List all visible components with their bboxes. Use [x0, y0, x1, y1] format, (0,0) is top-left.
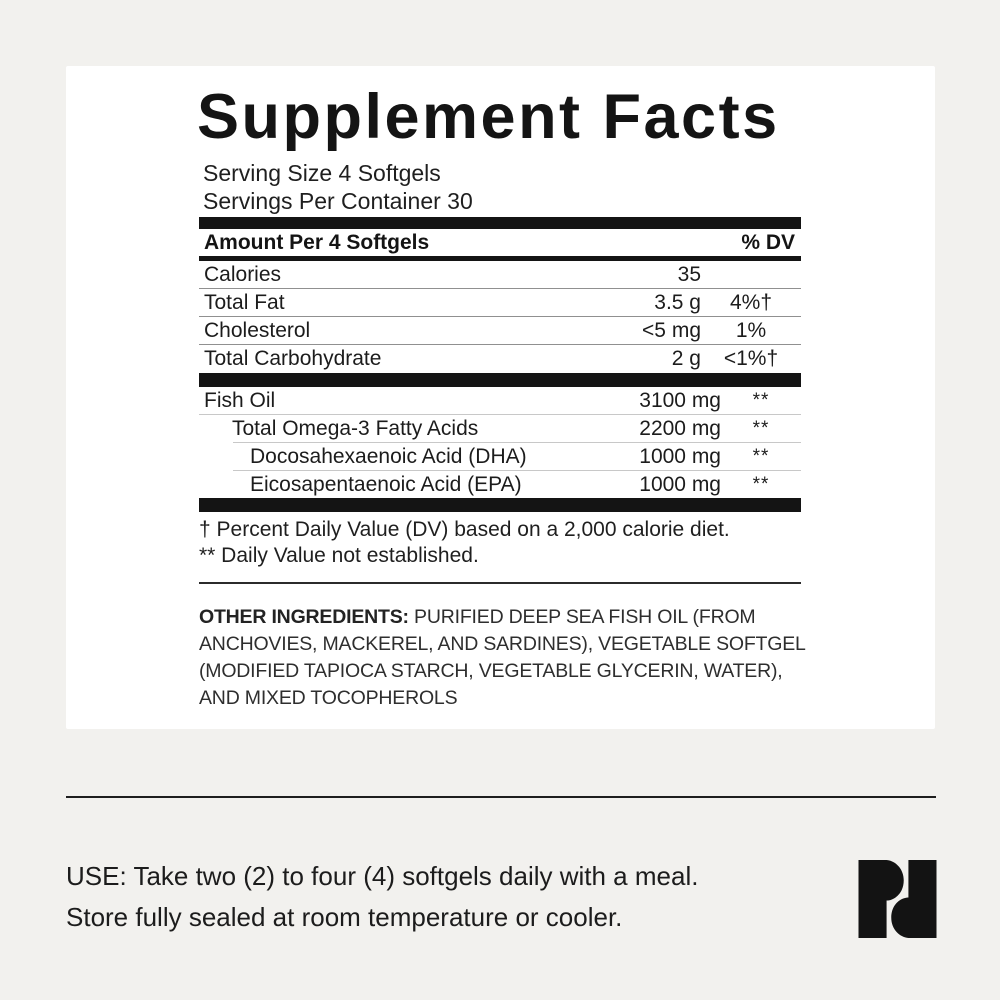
- footnote-dv: † Percent Daily Value (DV) based on a 2,000 calorie diet.: [199, 518, 730, 541]
- bottom-divider-line: [66, 796, 936, 798]
- nutrient-label: Fish Oil: [204, 388, 276, 412]
- nutrient-label: Total Omega-3 Fatty Acids: [232, 416, 479, 440]
- serving-info: [203, 160, 473, 215]
- other-ingredients: [199, 604, 806, 712]
- nutrient-rows: [199, 261, 801, 373]
- nutrient-dv: 4%†: [729, 290, 773, 314]
- nutrient-label: Docosahexaenoic Acid (DHA): [250, 444, 527, 468]
- table-row: [199, 289, 801, 317]
- serving-size: Serving Size 4 Softgels: [203, 160, 441, 186]
- amount-per-header: Amount Per 4 Softgels: [204, 230, 430, 254]
- nutrient-label: Calories: [204, 262, 282, 286]
- footnote-divider-rule: [199, 582, 801, 584]
- nutrient-amount: 2200 mg: [639, 416, 721, 440]
- supplement-facts-title: Supplement Facts: [197, 82, 780, 152]
- facts-table: [199, 217, 806, 712]
- other-ingredients-line-1-rest: PURIFIED DEEP SEA FISH OIL (FROM: [408, 606, 756, 628]
- footnote-not-established: ** Daily Value not established.: [199, 544, 479, 567]
- table-row: [199, 345, 801, 373]
- percent-dv-header: % DV: [741, 230, 795, 254]
- table-row: [199, 471, 801, 498]
- table-row: [199, 387, 801, 414]
- nutrient-dv: **: [752, 389, 770, 411]
- nutrient-amount: <5 mg: [642, 318, 701, 342]
- servings-per-container: Servings Per Container 30: [203, 187, 473, 214]
- other-ingredients-line-1: [199, 604, 801, 631]
- nutrient-amount: 35: [677, 262, 701, 286]
- nutrient-label: Total Carbohydrate: [204, 347, 382, 370]
- brand-n-logo-icon: [858, 860, 937, 938]
- footnotes: [199, 512, 801, 569]
- table-row: [199, 443, 801, 470]
- usage-line-1: USE: Take two (2) to four (4) softgels daily with a meal.: [66, 861, 699, 891]
- nutrient-amount: 2 g: [671, 347, 701, 370]
- nutrient-label: Cholesterol: [204, 318, 311, 342]
- nutrient-dv: <1%†: [723, 347, 779, 370]
- nutrient-amount: 3.5 g: [654, 290, 701, 314]
- nutrient-amount: 1000 mg: [639, 444, 721, 468]
- usage-instructions: [66, 856, 698, 938]
- nutrient-amount: 1000 mg: [639, 472, 721, 496]
- thick-bar-bottom: [199, 498, 801, 512]
- other-ingredients-line-3: (MODIFIED TAPIOCA STARCH, VEGETABLE GLYCERIN, WATER),: [199, 660, 783, 682]
- table-row: [199, 415, 801, 442]
- thick-bar-middle: [199, 373, 801, 387]
- other-ingredients-label: OTHER INGREDIENTS:: [199, 606, 409, 628]
- table-row: [199, 261, 801, 289]
- supplement-facts-card: [66, 66, 935, 729]
- nutrient-dv: 1%: [735, 318, 767, 342]
- table-header-row: [199, 229, 801, 256]
- nutrient-dv: **: [752, 417, 770, 439]
- thick-bar-top: [199, 217, 801, 229]
- supplement-rows: [199, 387, 801, 498]
- nutrient-label: Total Fat: [204, 290, 285, 314]
- table-row: [199, 317, 801, 345]
- nutrient-amount: 3100 mg: [639, 388, 721, 412]
- nutrient-dv: **: [752, 445, 770, 467]
- other-ingredients-line-4: AND MIXED TOCOPHEROLS: [199, 687, 458, 709]
- nutrient-dv: **: [752, 473, 770, 495]
- usage-line-2: Store fully sealed at room temperature or cooler.: [66, 902, 623, 932]
- other-ingredients-line-2: ANCHOVIES, MACKEREL, AND SARDINES), VEGETABLE SOFTGEL: [199, 633, 806, 655]
- nutrient-label: Eicosapentaenoic Acid (EPA): [250, 472, 522, 496]
